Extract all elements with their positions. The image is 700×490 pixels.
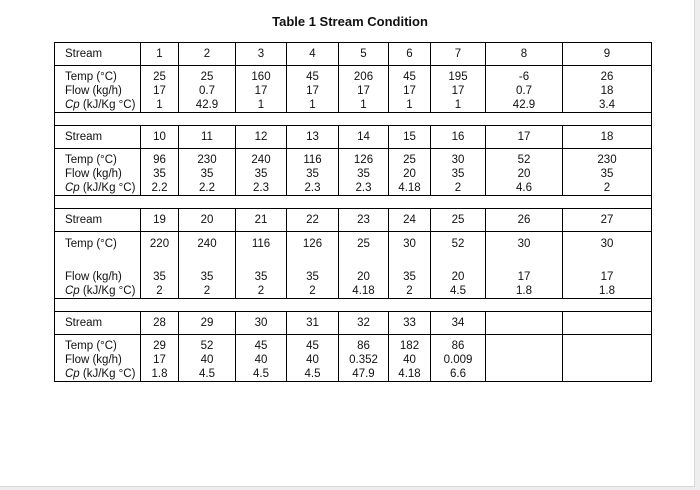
separator-cell bbox=[389, 299, 431, 312]
table-cell: 40 bbox=[389, 353, 431, 367]
separator-cell bbox=[141, 196, 179, 209]
table-cell: 15 bbox=[389, 126, 431, 149]
table-cell: 45 bbox=[287, 70, 339, 84]
stream-header-row bbox=[55, 209, 652, 232]
table-cell: 2.2 bbox=[179, 181, 236, 196]
separator-cell bbox=[389, 113, 431, 126]
block-separator bbox=[55, 113, 652, 126]
row-label: Temp (°C) bbox=[55, 232, 141, 257]
table-cell: 4.5 bbox=[236, 367, 287, 382]
row-label: Stream bbox=[55, 126, 141, 149]
table-cell: 220 bbox=[141, 232, 179, 257]
table-cell: 2.3 bbox=[287, 181, 339, 196]
table-title: Table 1 Stream Condition bbox=[272, 14, 428, 29]
separator-cell bbox=[287, 196, 339, 209]
table-cell: 29 bbox=[179, 312, 236, 335]
table-cell: 6 bbox=[389, 43, 431, 66]
table-cell: 2.2 bbox=[141, 181, 179, 196]
cp-label: Cp (kJ/Kg °C) bbox=[65, 285, 136, 297]
table-cell: 35 bbox=[141, 270, 179, 284]
row-label: Flow (kg/h) bbox=[55, 167, 141, 181]
separator-cell bbox=[236, 113, 287, 126]
table-cell: 52 bbox=[431, 232, 486, 257]
table-cell: 17 bbox=[486, 270, 563, 284]
separator-cell bbox=[486, 299, 563, 312]
cp-label: Cp (kJ/Kg °C) bbox=[65, 368, 136, 380]
table-cell: 17 bbox=[431, 84, 486, 98]
table-cell bbox=[563, 367, 652, 382]
table-cell: 2 bbox=[563, 181, 652, 196]
separator-cell bbox=[179, 113, 236, 126]
separator-cell bbox=[486, 196, 563, 209]
table-cell: 25 bbox=[179, 70, 236, 84]
table-cell: 6.6 bbox=[431, 367, 486, 382]
table-cell: 23 bbox=[339, 209, 389, 232]
table-cell: 35 bbox=[287, 270, 339, 284]
table-cell: 35 bbox=[431, 167, 486, 181]
table-cell: 27 bbox=[563, 209, 652, 232]
separator-cell bbox=[486, 113, 563, 126]
table-cell: 1 bbox=[389, 98, 431, 113]
table-cell bbox=[486, 367, 563, 382]
flow-row bbox=[55, 270, 652, 284]
table-cell: 2.3 bbox=[339, 181, 389, 196]
table-cell: 10 bbox=[141, 126, 179, 149]
table-cell: 17 bbox=[236, 84, 287, 98]
table-cell bbox=[563, 353, 652, 367]
table-cell: 32 bbox=[339, 312, 389, 335]
table-cell bbox=[486, 353, 563, 367]
table-cell: 4.18 bbox=[389, 367, 431, 382]
table-cell bbox=[486, 312, 563, 335]
table-cell: 52 bbox=[179, 339, 236, 353]
table-cell: 3.4 bbox=[563, 98, 652, 113]
table-cell: 30 bbox=[389, 232, 431, 257]
table-cell: 20 bbox=[486, 167, 563, 181]
row-label bbox=[55, 98, 141, 113]
table-cell: 2.3 bbox=[236, 181, 287, 196]
table-cell: 35 bbox=[287, 167, 339, 181]
table-cell: 30 bbox=[486, 232, 563, 257]
temp-row bbox=[55, 70, 652, 84]
row-label: Stream bbox=[55, 312, 141, 335]
spacer-cell bbox=[389, 256, 431, 270]
table-cell: 4.6 bbox=[486, 181, 563, 196]
spacer-cell bbox=[486, 256, 563, 270]
table-cell: 25 bbox=[141, 70, 179, 84]
row-label: Stream bbox=[55, 43, 141, 66]
table-cell: 35 bbox=[389, 270, 431, 284]
table-cell: 240 bbox=[179, 232, 236, 257]
table-cell: 0.7 bbox=[179, 84, 236, 98]
table-cell: 160 bbox=[236, 70, 287, 84]
table-cell: 14 bbox=[339, 126, 389, 149]
table-cell: 20 bbox=[389, 167, 431, 181]
table-cell: 33 bbox=[389, 312, 431, 335]
row-label: Stream bbox=[55, 209, 141, 232]
table-cell: 116 bbox=[236, 232, 287, 257]
table-cell: 4.5 bbox=[179, 367, 236, 382]
table-cell: 45 bbox=[236, 339, 287, 353]
stream-header-row bbox=[55, 126, 652, 149]
separator-cell bbox=[431, 299, 486, 312]
table-cell: -6 bbox=[486, 70, 563, 84]
table-cell: 13 bbox=[287, 126, 339, 149]
temp-row bbox=[55, 153, 652, 167]
spacer-cell bbox=[339, 256, 389, 270]
spacer-cell bbox=[141, 256, 179, 270]
separator-cell bbox=[287, 299, 339, 312]
row-label bbox=[55, 181, 141, 196]
table-cell: 1.8 bbox=[141, 367, 179, 382]
table-cell: 25 bbox=[339, 232, 389, 257]
table-cell: 25 bbox=[431, 209, 486, 232]
table-cell: 35 bbox=[563, 167, 652, 181]
table-cell: 2 bbox=[179, 284, 236, 299]
table-cell: 1.8 bbox=[486, 284, 563, 299]
table-cell: 35 bbox=[179, 270, 236, 284]
row-label bbox=[55, 284, 141, 299]
table-cell: 2 bbox=[141, 284, 179, 299]
separator-cell bbox=[55, 299, 141, 312]
table-cell: 4 bbox=[287, 43, 339, 66]
table-cell: 47.9 bbox=[339, 367, 389, 382]
table-cell: 5 bbox=[339, 43, 389, 66]
separator-cell bbox=[431, 113, 486, 126]
spacer-cell bbox=[179, 256, 236, 270]
table-cell: 35 bbox=[339, 167, 389, 181]
table-cell: 16 bbox=[431, 126, 486, 149]
stream-header-row bbox=[55, 43, 652, 66]
table-cell: 28 bbox=[141, 312, 179, 335]
table-cell: 30 bbox=[431, 153, 486, 167]
table-cell: 42.9 bbox=[179, 98, 236, 113]
table-cell: 45 bbox=[389, 70, 431, 84]
table-cell: 195 bbox=[431, 70, 486, 84]
spacer-cell bbox=[55, 256, 141, 270]
table-cell: 8 bbox=[486, 43, 563, 66]
separator-cell bbox=[389, 196, 431, 209]
table-cell: 40 bbox=[179, 353, 236, 367]
table-cell: 126 bbox=[287, 232, 339, 257]
table-cell: 0.7 bbox=[486, 84, 563, 98]
separator-cell bbox=[339, 299, 389, 312]
table-cell: 18 bbox=[563, 126, 652, 149]
table-cell: 4.5 bbox=[431, 284, 486, 299]
row-label: Flow (kg/h) bbox=[55, 270, 141, 284]
temp-row bbox=[55, 339, 652, 353]
table-cell: 9 bbox=[563, 43, 652, 66]
table-cell: 96 bbox=[141, 153, 179, 167]
separator-cell bbox=[563, 299, 652, 312]
flow-row bbox=[55, 167, 652, 181]
table-cell: 21 bbox=[236, 209, 287, 232]
row-label: Flow (kg/h) bbox=[55, 84, 141, 98]
table-cell: 20 bbox=[431, 270, 486, 284]
table-cell: 35 bbox=[179, 167, 236, 181]
block-separator bbox=[55, 196, 652, 209]
table-cell: 2 bbox=[287, 284, 339, 299]
separator-cell bbox=[236, 196, 287, 209]
separator-cell bbox=[179, 196, 236, 209]
stream-condition-table bbox=[54, 42, 652, 382]
table-cell: 12 bbox=[236, 126, 287, 149]
table-cell: 1 bbox=[141, 43, 179, 66]
cp-label: Cp (kJ/Kg °C) bbox=[65, 99, 136, 111]
table-cell: 26 bbox=[486, 209, 563, 232]
spacer-cell bbox=[236, 256, 287, 270]
table-cell: 206 bbox=[339, 70, 389, 84]
table-cell: 3 bbox=[236, 43, 287, 66]
separator-cell bbox=[179, 299, 236, 312]
table-cell: 86 bbox=[339, 339, 389, 353]
table-cell: 1 bbox=[431, 98, 486, 113]
cp-row bbox=[55, 98, 652, 113]
table-cell: 17 bbox=[141, 84, 179, 98]
cp-row bbox=[55, 181, 652, 196]
flow-row bbox=[55, 84, 652, 98]
table-cell: 240 bbox=[236, 153, 287, 167]
table-cell: 26 bbox=[563, 70, 652, 84]
separator-cell bbox=[141, 113, 179, 126]
table-cell: 0.009 bbox=[431, 353, 486, 367]
table-cell: 4.18 bbox=[389, 181, 431, 196]
spacer-row bbox=[55, 256, 652, 270]
table-cell: 0.352 bbox=[339, 353, 389, 367]
separator-cell bbox=[236, 299, 287, 312]
table-cell: 1 bbox=[287, 98, 339, 113]
flow-row bbox=[55, 353, 652, 367]
table-cell: 1 bbox=[339, 98, 389, 113]
block-separator bbox=[55, 299, 652, 312]
table-cell: 45 bbox=[287, 339, 339, 353]
table-cell: 17 bbox=[486, 126, 563, 149]
separator-cell bbox=[563, 113, 652, 126]
table-cell: 29 bbox=[141, 339, 179, 353]
table-cell: 40 bbox=[236, 353, 287, 367]
spacer-cell bbox=[563, 256, 652, 270]
table-cell: 2 bbox=[179, 43, 236, 66]
stream-header-row bbox=[55, 312, 652, 335]
table-cell: 35 bbox=[236, 167, 287, 181]
separator-cell bbox=[563, 196, 652, 209]
table-cell: 35 bbox=[236, 270, 287, 284]
table-cell: 11 bbox=[179, 126, 236, 149]
table-cell: 7 bbox=[431, 43, 486, 66]
table-cell: 22 bbox=[287, 209, 339, 232]
separator-cell bbox=[339, 196, 389, 209]
table-cell: 18 bbox=[563, 84, 652, 98]
table-cell: 19 bbox=[141, 209, 179, 232]
table-cell bbox=[563, 312, 652, 335]
separator-cell bbox=[55, 113, 141, 126]
table-cell: 17 bbox=[287, 84, 339, 98]
table-cell: 25 bbox=[389, 153, 431, 167]
temp-row bbox=[55, 232, 652, 257]
cp-row bbox=[55, 284, 652, 299]
table-cell: 40 bbox=[287, 353, 339, 367]
table-cell: 42.9 bbox=[486, 98, 563, 113]
table-cell: 230 bbox=[179, 153, 236, 167]
table-cell: 30 bbox=[563, 232, 652, 257]
table-cell: 30 bbox=[236, 312, 287, 335]
table-cell: 24 bbox=[389, 209, 431, 232]
table-cell: 35 bbox=[141, 167, 179, 181]
table-cell: 17 bbox=[141, 353, 179, 367]
table-cell: 17 bbox=[563, 270, 652, 284]
cp-label: Cp (kJ/Kg °C) bbox=[65, 182, 136, 194]
table-cell: 2 bbox=[389, 284, 431, 299]
table-cell: 20 bbox=[339, 270, 389, 284]
table-cell: 4.18 bbox=[339, 284, 389, 299]
separator-cell bbox=[141, 299, 179, 312]
row-label: Temp (°C) bbox=[55, 70, 141, 84]
spacer-cell bbox=[287, 256, 339, 270]
row-label: Temp (°C) bbox=[55, 339, 141, 353]
separator-cell bbox=[287, 113, 339, 126]
table-cell: 1 bbox=[236, 98, 287, 113]
table-cell: 86 bbox=[431, 339, 486, 353]
spacer-cell bbox=[431, 256, 486, 270]
table-cell: 230 bbox=[563, 153, 652, 167]
table-cell: 1.8 bbox=[563, 284, 652, 299]
row-label: Flow (kg/h) bbox=[55, 353, 141, 367]
table-cell: 1 bbox=[141, 98, 179, 113]
cp-row bbox=[55, 367, 652, 382]
table-cell: 2 bbox=[431, 181, 486, 196]
separator-cell bbox=[55, 196, 141, 209]
table-cell: 34 bbox=[431, 312, 486, 335]
table-cell: 182 bbox=[389, 339, 431, 353]
table-cell: 126 bbox=[339, 153, 389, 167]
table-cell: 17 bbox=[389, 84, 431, 98]
table-cell: 17 bbox=[339, 84, 389, 98]
table-cell bbox=[563, 339, 652, 353]
table-cell: 2 bbox=[236, 284, 287, 299]
row-label: Temp (°C) bbox=[55, 153, 141, 167]
table-cell: 116 bbox=[287, 153, 339, 167]
row-label bbox=[55, 367, 141, 382]
separator-cell bbox=[339, 113, 389, 126]
table-cell: 4.5 bbox=[287, 367, 339, 382]
table-cell: 20 bbox=[179, 209, 236, 232]
separator-cell bbox=[431, 196, 486, 209]
table-cell: 52 bbox=[486, 153, 563, 167]
table-cell bbox=[486, 339, 563, 353]
table-cell: 31 bbox=[287, 312, 339, 335]
